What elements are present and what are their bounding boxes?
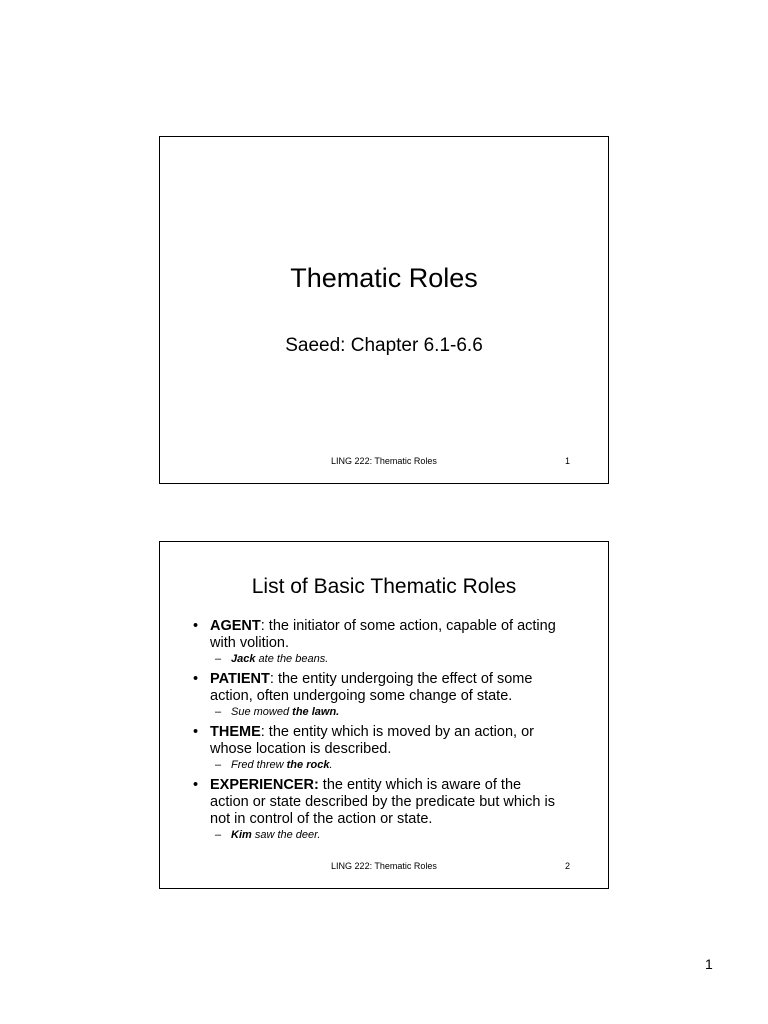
dash-icon: – [215,759,222,771]
role-definition: : the entity undergoing the effect of some action, often undergoing some change of state. [210,671,533,704]
bullet-icon: • [193,671,199,687]
list-item-theme [192,724,562,773]
list-item-agent [192,618,562,667]
slide-footer: LING 222: Thematic Roles [331,456,437,466]
dash-icon: – [215,706,222,718]
page-number: 1 [705,956,713,972]
slide-subtitle: Saeed: Chapter 6.1-6.6 [285,335,483,356]
slide-1 [159,136,609,484]
list-item-experiencer [192,777,562,843]
role-term: AGENT [210,618,261,634]
list-item-patient [192,671,562,720]
role-example: – Kim saw the deer. [215,829,321,841]
thematic-roles-list [192,618,562,847]
bullet-icon: • [193,724,199,740]
slide-footer: LING 222: Thematic Roles [331,861,437,871]
role-term: THEME [210,724,261,740]
dash-icon: – [215,829,222,841]
bullet-icon: • [193,777,199,793]
role-definition: : the entity which is moved by an action, or whose location is described. [210,724,534,757]
slide-number: 2 [564,861,570,871]
role-example: – Fred threw the rock. [215,759,333,771]
role-term: EXPERIENCER: [210,777,319,793]
bullet-icon: • [193,618,199,634]
role-definition: the entity which is aware of the action or state described by the predicate but which is not in control of the action or state. [210,777,555,827]
role-example: – Sue mowed the lawn. [215,706,340,718]
slide-2 [159,541,609,889]
slide-number: 1 [564,456,570,466]
role-term: PATIENT [210,671,270,687]
role-example: – Jack ate the beans. [215,653,329,665]
slide-title: Thematic Roles [290,263,478,293]
dash-icon: – [215,653,222,665]
slide-title: List of Basic Thematic Roles [251,575,517,598]
role-definition: : the initiator of some action, capable of acting with volition. [210,618,556,651]
